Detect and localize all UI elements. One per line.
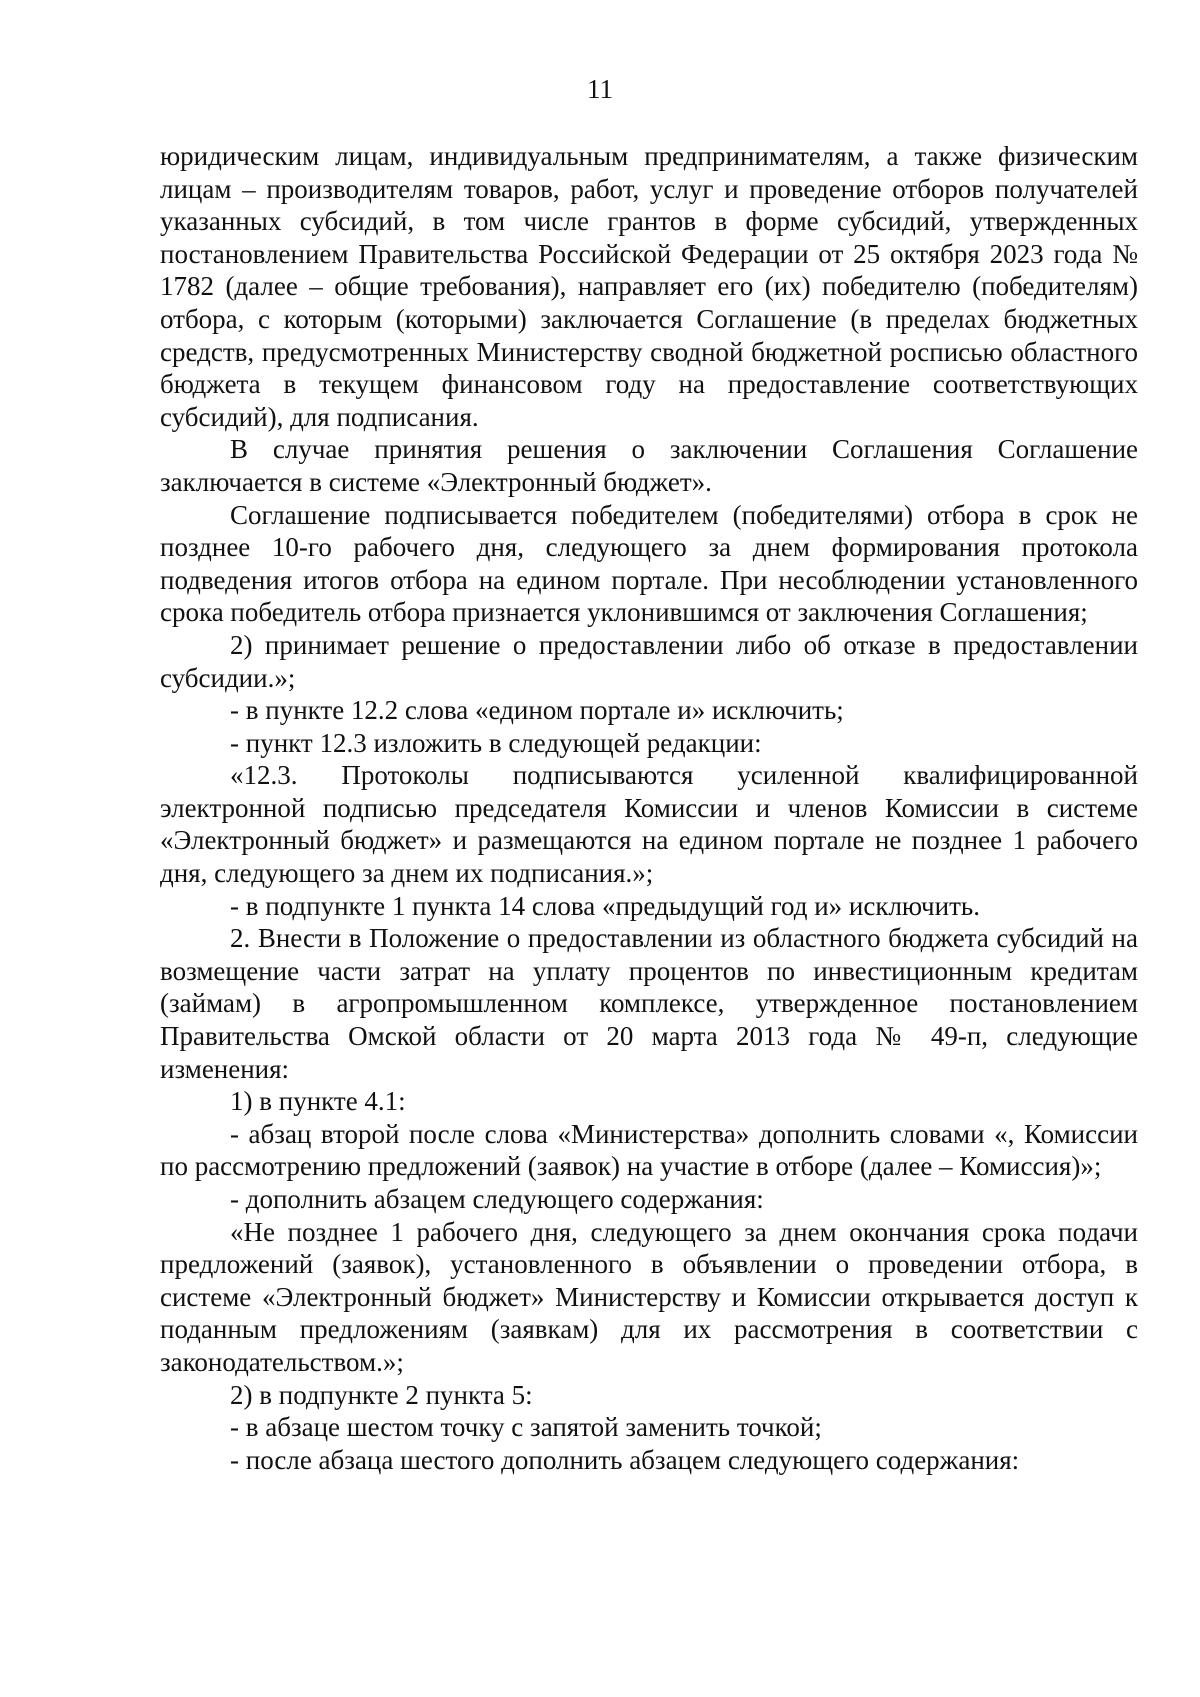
paragraph-section-2: 2. Внести в Положение о предоставлении из областного бюджета субсидий на возмещение части затрат на уплату процентов по инвестиционным кредитам (займам) в агропромышленном комплексе, утвержденное постановлением Правительства Омской области от 20 марта 2013 года № 49-п, следующие изменения: <box>160 923 1138 1084</box>
paragraph-continuation: юридическим лицам, индивидуальным предпринимателям, а также физическим лицам – производителям товаров, работ, услуг и проведение отборов получателей указанных субсидий, в том числе грантов в форме субсидий, утвержденных постановлением Правительства Российской Федерации от 25 октября 2023 года № 1782 (далее – общие требования), направляет его (их) победителю (победителям) отбора, с которым (которыми) заключается Соглашение (в пределах бюджетных средств, предусмотренных Министерству сводной бюджетной росписью областного бюджета в текущем финансовом году на предоставление соответствующих субсидий), для подписания. <box>160 141 1138 432</box>
paragraph-item-14: - в подпункте 1 пункта 14 слова «предыдущий год и» исключить. <box>230 890 980 921</box>
paragraph-add-abzac: - дополнить абзацем следующего содержания: <box>230 1184 764 1214</box>
page-number: 11 <box>587 74 613 104</box>
paragraph-abzac-vtoroy: - абзац второй после слова «Министерства» дополнить словами «, Комиссии по рассмотрению предложений (заявок) на участие в отборе (далее – Комиссия)»; <box>160 1118 1138 1182</box>
paragraph-item-12-2: - в пункте 12.2 слова «едином портале и» исключить; <box>230 695 844 726</box>
paragraph-item-12-3-text: «12.3. Протоколы подписываются усиленной квалифицированной электронной подписью председателя Комиссии и членов Комиссии в системе «Электронный бюджет» и размещаются на едином портале не позднее 1 рабочего дня, следующего за днем их подписания.»; <box>160 760 1138 889</box>
paragraph-decision-subsidy: 2) принимает решение о предоставлении либо об отказе в предоставлении субсидии.»; <box>160 629 1138 693</box>
paragraph-agreement-signing-deadline: Соглашение подписывается победителем (победителями) отбора в срок не позднее 10-го рабочего дня, следующего за днем формирования протокола подведения итогов отбора на едином портале. При несоблюдении установленного срока победитель отбора признается уклонившимся от заключения Соглашения; <box>160 499 1138 628</box>
paragraph-item-5: 2) в подпункте 2 пункта 5: <box>230 1379 533 1410</box>
paragraph-access-applications: «Не позднее 1 рабочего дня, следующего за днем окончания срока подачи предложений (заявок), установленного в объявлении о проведении отбора, в системе «Электронный бюджет» Министерству и Комиссии открывается доступ к поданным предложениям (заявкам) для их рассмотрения в соответствии с законодательством.»; <box>160 1216 1138 1377</box>
paragraph-agreement-electronic-budget: В случае принятия решения о заключении Соглашения Соглашение заключается в системе «Электронный бюджет». <box>160 434 1138 497</box>
paragraph-item-12-3-intro: - пункт 12.3 изложить в следующей редакции: <box>230 727 762 758</box>
paragraph-item-4-1: 1) в пункте 4.1: <box>230 1086 406 1117</box>
paragraph-replace-semicolon: - в абзаце шестом точку с запятой заменить точкой; <box>230 1412 822 1443</box>
document-body <box>160 140 1138 1476</box>
paragraph-after-abzac-shestoy: - после абзаца шестого дополнить абзацем следующего содержания: <box>230 1444 1020 1475</box>
